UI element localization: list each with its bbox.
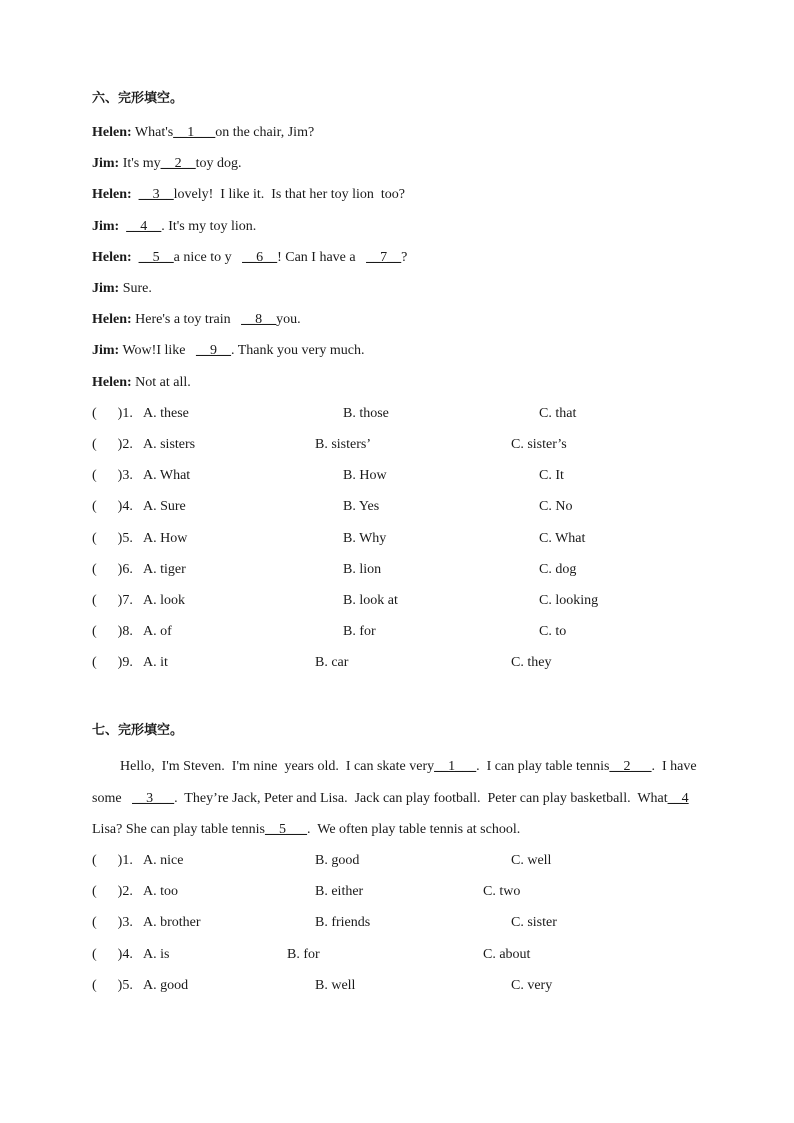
question-row (92, 884, 712, 900)
dialogue-line (92, 125, 314, 141)
speaker: Jim: (92, 281, 120, 296)
question-row (92, 562, 712, 578)
blank: __4 (667, 791, 689, 806)
option-c: C. What (539, 531, 586, 546)
option-b: B. either (315, 884, 364, 899)
option-a: A. good (143, 978, 189, 993)
dialogue-text: . Thank you very much. (231, 343, 365, 358)
dialogue-text: a nice to y (173, 250, 243, 265)
option-c: C. about (483, 947, 531, 962)
blank: __3___ (132, 791, 175, 806)
option-b: B. Why (343, 531, 387, 546)
blank: __8__ (241, 312, 277, 327)
question-row (92, 624, 712, 640)
dialogue-text: It's my (119, 156, 161, 171)
option-b: B. for (343, 624, 376, 639)
question-number: ( )3. (92, 468, 133, 483)
option-b: B. look at (343, 593, 398, 608)
dialogue-line (92, 281, 152, 297)
option-c: C. dog (539, 562, 577, 577)
blank: __5__ (138, 250, 174, 265)
question-number: ( )6. (92, 562, 133, 577)
dialogue-line (92, 156, 242, 172)
passage-text: . I can play table tennis (476, 759, 610, 774)
passage-text: . They’re Jack, Peter and Lisa. Jack can play football. Peter can play basketball. What (174, 791, 668, 806)
dialogue-text: on the chair, Jim? (215, 125, 315, 140)
dialogue-text (132, 250, 139, 265)
blank: __2__ (160, 156, 196, 171)
passage-line (92, 822, 704, 838)
blank: __9__ (196, 343, 231, 358)
blank: __7__ (366, 250, 402, 265)
passage-text: . We often play table tennis at school. (307, 822, 521, 837)
question-row (92, 468, 712, 484)
option-a: A. of (143, 624, 172, 639)
question-number: ( )2. (92, 437, 133, 452)
section-7-heading: 七、完形填空。 (92, 723, 184, 738)
dialogue-line (92, 375, 191, 391)
option-a: A. is (143, 947, 170, 962)
dialogue-line (92, 187, 405, 203)
blank: __1___ (434, 759, 477, 774)
question-number: ( )4. (92, 499, 133, 514)
option-b: B. Yes (343, 499, 380, 514)
option-c: C. very (511, 978, 553, 993)
option-c: C. It (539, 468, 564, 483)
question-row (92, 593, 712, 609)
dialogue-text: you. (276, 312, 301, 327)
dialogue-text: What's (131, 125, 174, 140)
option-c: C. they (511, 655, 552, 670)
passage-line (92, 791, 704, 807)
option-b: B. sisters’ (315, 437, 371, 452)
blank: __3__ (138, 187, 174, 202)
question-number: ( )4. (92, 947, 133, 962)
question-number: ( )5. (92, 531, 133, 546)
blank: __5___ (265, 822, 307, 837)
dialogue-text (132, 187, 139, 202)
dialogue-line (92, 219, 256, 235)
speaker: Jim: (92, 156, 120, 171)
option-a: A. What (143, 468, 191, 483)
passage-line (92, 759, 704, 775)
question-number: ( )3. (92, 915, 133, 930)
option-a: A. nice (143, 853, 184, 868)
option-a: A. How (143, 531, 188, 546)
option-b: B. friends (315, 915, 371, 930)
question-number: ( )1. (92, 853, 133, 868)
question-row (92, 531, 712, 547)
option-b: B. good (315, 853, 360, 868)
question-row (92, 915, 712, 931)
option-c: C. that (539, 406, 577, 421)
question-row (92, 406, 712, 422)
speaker: Helen: (92, 187, 132, 202)
question-number: ( )2. (92, 884, 133, 899)
blank: __4__ (126, 219, 162, 234)
option-a: A. look (143, 593, 185, 608)
dialogue-text: ! Can I have a (277, 250, 367, 265)
option-b: B. those (343, 406, 389, 421)
dialogue-text: Wow!I like (119, 343, 196, 358)
passage-text: some (92, 791, 133, 806)
speaker: Helen: (92, 125, 132, 140)
option-a: A. Sure (143, 499, 186, 514)
question-number: ( )7. (92, 593, 133, 608)
section-6-heading: 六、完形填空。 (92, 91, 184, 106)
option-a: A. tiger (143, 562, 186, 577)
option-c: C. No (539, 499, 573, 514)
option-b: B. lion (343, 562, 382, 577)
option-b: B. How (343, 468, 387, 483)
option-a: A. these (143, 406, 189, 421)
option-b: B. car (315, 655, 349, 670)
dialogue-text: toy dog. (195, 156, 242, 171)
question-row (92, 499, 712, 515)
speaker: Jim: (92, 343, 120, 358)
option-a: A. sisters (143, 437, 196, 452)
option-a: A. brother (143, 915, 201, 930)
passage-text: Hello, I'm Steven. I'm nine years old. I can skate very (92, 759, 435, 774)
question-row (92, 947, 712, 963)
passage-text: Lisa? She can play table tennis (92, 822, 265, 837)
option-b: B. well (315, 978, 356, 993)
question-number: ( )9. (92, 655, 133, 670)
speaker: Jim: (92, 219, 120, 234)
dialogue-line (92, 250, 407, 266)
dialogue-line (92, 343, 365, 359)
question-row (92, 853, 712, 869)
option-c: C. to (539, 624, 567, 639)
speaker: Helen: (92, 375, 132, 390)
option-c: C. sister (511, 915, 557, 930)
question-row (92, 655, 712, 671)
blank: __2___ (609, 759, 652, 774)
dialogue-text: Sure. (119, 281, 152, 296)
question-number: ( )5. (92, 978, 133, 993)
option-c: C. looking (539, 593, 599, 608)
option-c: C. well (511, 853, 552, 868)
question-number: ( )8. (92, 624, 133, 639)
dialogue-text: lovely! I like it. Is that her toy lion too? (173, 187, 405, 202)
speaker: Helen: (92, 312, 132, 327)
speaker: Helen: (92, 250, 132, 265)
question-row (92, 437, 712, 453)
option-b: B. for (287, 947, 320, 962)
question-row (92, 978, 712, 994)
dialogue-line (92, 312, 301, 328)
option-c: C. two (483, 884, 521, 899)
blank: __1___ (173, 125, 216, 140)
blank: __6__ (242, 250, 278, 265)
passage-text: . I have (651, 759, 697, 774)
option-a: A. too (143, 884, 178, 899)
option-c: C. sister’s (511, 437, 567, 452)
dialogue-text: ? (401, 250, 408, 265)
dialogue-text: Not at all. (131, 375, 191, 390)
option-a: A. it (143, 655, 168, 670)
dialogue-text: . It's my toy lion. (161, 219, 257, 234)
question-number: ( )1. (92, 406, 133, 421)
dialogue-text: Here's a toy train (131, 312, 242, 327)
